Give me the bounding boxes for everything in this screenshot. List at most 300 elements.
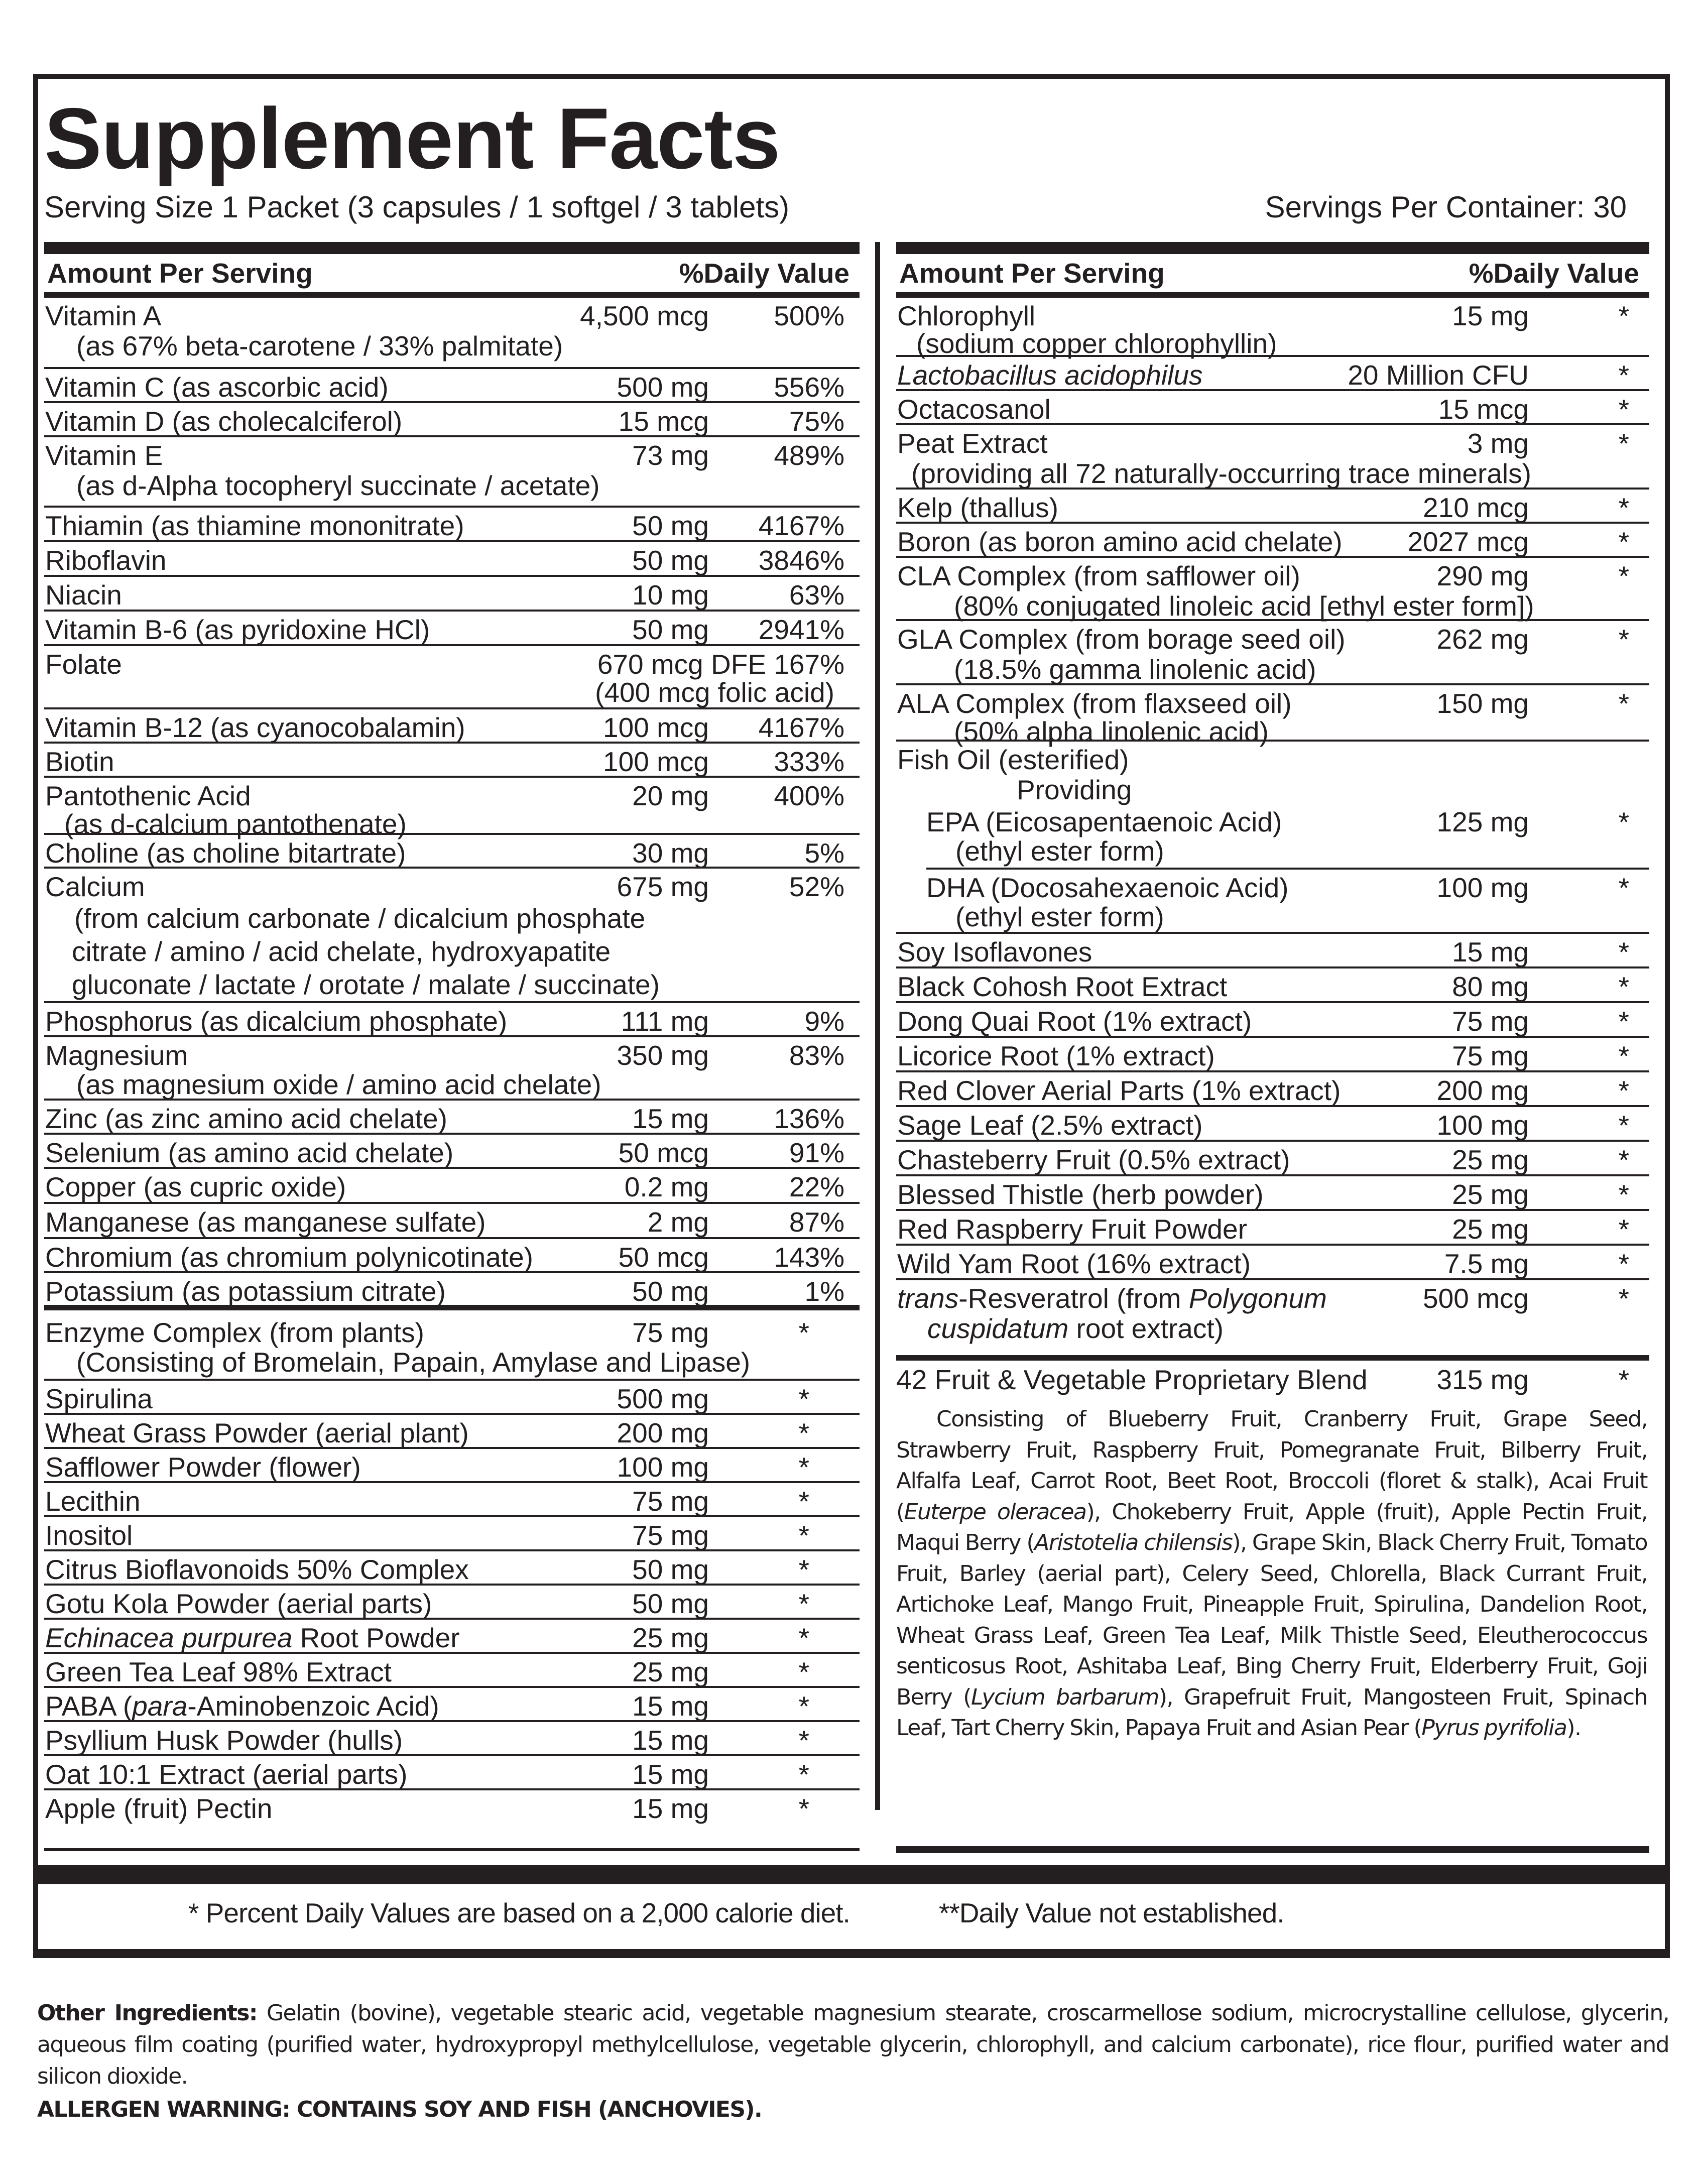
ingredient-row <box>896 391 1649 425</box>
nutrient-name: Vitamin D (as cholecalciferol) <box>45 406 403 437</box>
nutrient-source: (as magnesium oxide / amino acid chelate) <box>76 1069 601 1100</box>
ingredient-source: (ethyl ester form) <box>955 835 1164 867</box>
nutrient-row <box>44 1273 860 1310</box>
blend-ingredients <box>896 1404 1649 1744</box>
ingredient-row <box>44 1517 860 1551</box>
ingredient-source: (ethyl ester form) <box>955 901 1164 932</box>
ingredient-name: Black Cohosh Root Extract <box>897 971 1228 1002</box>
ingredient-amount: 80 mg <box>1452 971 1529 1002</box>
nutrient-amount: 350 mg <box>617 1040 709 1071</box>
ingredient-name: GLA Complex (from borage seed oil) <box>897 624 1346 655</box>
ingredient-source: (50% alpha linolenic acid) <box>954 716 1269 747</box>
nutrient-row <box>44 1169 860 1204</box>
ingredient-dv: * <box>1618 806 1629 837</box>
blend-text: ). <box>1566 1715 1581 1741</box>
nutrient-dv: 489% <box>774 440 844 471</box>
ingredient-dv: * <box>798 1622 809 1653</box>
ingredient-amount: 25 mg <box>1452 1214 1529 1245</box>
ingredient-amount: 15 mg <box>1452 936 1529 967</box>
nutrient-row <box>44 612 860 646</box>
blend-title: 42 Fruit & Vegetable Proprietary Blend <box>896 1364 1368 1395</box>
ingredient-name: Boron (as boron amino acid chelate) <box>897 526 1343 557</box>
blend-text: ), Grapefruit Fruit, Mangosteen Fruit, Spinach Leaf, Tart Cherry Skin, Papaya Fruit and Asian Pear ( <box>896 1684 1647 1741</box>
ingredient-dv: * <box>798 1554 809 1585</box>
ingredient-dv: * <box>798 1383 809 1414</box>
nutrient-row <box>44 778 860 839</box>
ingredient-name: Inositol <box>45 1520 133 1551</box>
nutrient-dv: 52% <box>789 871 844 902</box>
nutrient-row <box>44 1003 860 1037</box>
blend-text: ), Chokeberry Fruit, Apple (fruit), Apple Pectin Fruit, Maqui Berry ( <box>896 1499 1648 1555</box>
ingredient-dv: * <box>1618 394 1629 425</box>
ingredient-amount: 50 mg <box>632 1554 709 1585</box>
servings-per-container: Servings Per Container: 30 <box>1265 190 1627 224</box>
ingredient-name: Wheat Grass Powder (aerial plant) <box>45 1417 469 1448</box>
header-bar <box>896 242 1649 254</box>
ingredient-amount: 500 mcg <box>1423 1283 1529 1314</box>
nutrient-dv: 400% <box>774 780 844 811</box>
nutrient-name: Manganese (as manganese sulfate) <box>45 1206 486 1238</box>
ingredient-name <box>44 1623 860 1653</box>
ingredient-dv: * <box>798 1451 809 1483</box>
ingredient-amount: 200 mg <box>1436 1075 1529 1106</box>
ingredient-dv: * <box>798 1656 809 1687</box>
ingredient-dv: * <box>1618 936 1629 967</box>
nutrient-dv: 556% <box>774 372 844 403</box>
ingredient-name: EPA (Eicosapentaenoic Acid) <box>926 806 1282 837</box>
ingredient-dv: * <box>798 1725 809 1756</box>
ingredient-amount: 7.5 mg <box>1444 1248 1529 1279</box>
ingredient-row <box>44 1756 860 1790</box>
nutrient-amount: 15 mcg <box>618 406 709 437</box>
fish-oil-row <box>896 742 1649 804</box>
ingredient-row <box>896 558 1649 621</box>
nutrient-name: Choline (as choline bitartrate) <box>45 837 406 869</box>
nutrient-amount: 10 mg <box>632 579 709 611</box>
ingredient-amount: 15 mcg <box>1438 394 1529 425</box>
nutrient-dv: 83% <box>789 1040 844 1071</box>
ingredient-source-italic: cuspidatum <box>927 1313 1069 1344</box>
nutrient-amount: 670 mcg DFE 167% <box>597 649 844 680</box>
ingredient-row <box>896 685 1649 747</box>
nutrient-name: Vitamin B-6 (as pyridoxine HCl) <box>45 614 430 645</box>
ingredient-row <box>44 1551 860 1586</box>
column-header <box>44 254 860 292</box>
ingredient-name: Spirulina <box>45 1383 153 1414</box>
nutrient-dv: 500% <box>774 300 844 331</box>
nutrient-amount: 2 mg <box>647 1206 709 1238</box>
nutrient-source: (from calcium carbonate / dicalcium phosphate <box>74 903 646 934</box>
ingredient-amount: 75 mg <box>632 1520 709 1551</box>
nutrient-amount: 100 mcg <box>603 746 709 777</box>
ingredient-amount: 100 mg <box>1436 1110 1529 1141</box>
other-ingredients-label: Other Ingredients: <box>37 2000 257 2026</box>
nutrient-name: Niacin <box>45 579 122 611</box>
ingredient-amount: 15 mg <box>632 1690 709 1722</box>
nutrient-amount: 50 mg <box>632 510 709 541</box>
ingredient-source-rest: root extract) <box>1068 1313 1224 1344</box>
header-underline <box>44 292 860 298</box>
ingredient-row <box>896 1280 1649 1361</box>
column-divider <box>875 242 880 1810</box>
nutrient-dv: 5% <box>804 837 844 869</box>
header-bar <box>44 242 860 254</box>
ingredient-row <box>44 1722 860 1756</box>
ingredient-name: Lactobacillus acidophilus <box>897 359 1203 391</box>
ingredient-dv: * <box>1618 492 1629 523</box>
ingredient-row <box>926 804 1649 870</box>
ingredient-amount: 200 mg <box>617 1417 709 1448</box>
ingredient-name: Green Tea Leaf 98% Extract <box>45 1656 392 1687</box>
ingredient-name: Octacosanol <box>897 394 1051 425</box>
ingredient-amount: 125 mg <box>1436 806 1529 837</box>
ingredient-source: (providing all 72 naturally-occurring trace minerals) <box>911 458 1531 489</box>
ingredient-amount: 15 mg <box>632 1793 709 1824</box>
ingredient-row <box>896 524 1649 558</box>
nutrient-amount: 0.2 mg <box>624 1171 709 1202</box>
ingredient-row <box>896 1246 1649 1280</box>
ingredient-row <box>896 425 1649 490</box>
other-ingredients-text: Gelatin (bovine), vegetable stearic acid, vegetable magnesium stearate, croscarmellose sodium, microcrystalline cellulose, glycerin, aqueous film coating (purified water, hydroxypropyl methylcellulose, vegetable glycerin, chlorophyll, and calcium carbonate), rice flour, purified water and silicon dioxide. <box>37 2000 1669 2089</box>
nutrient-row <box>44 437 860 508</box>
header-amount-per-serving: Amount Per Serving <box>47 258 313 289</box>
ingredient-row <box>896 1107 1649 1142</box>
nutrient-amount: 50 mg <box>632 1276 709 1307</box>
ingredient-name <box>896 1283 1649 1313</box>
ingredient-amount: 150 mg <box>1436 688 1529 719</box>
ingredient-row <box>896 1211 1649 1246</box>
ingredient-dv: * <box>1618 300 1629 331</box>
ingredient-dv: * <box>798 1417 809 1448</box>
ingredient-row <box>896 490 1649 524</box>
ingredient-name-italic: trans <box>897 1283 959 1314</box>
ingredient-dv: * <box>1618 526 1629 557</box>
ingredient-name-italic: Echinacea purpurea <box>45 1622 293 1653</box>
nutrient-name: Riboflavin <box>45 545 167 576</box>
ingredient-row <box>896 1142 1649 1176</box>
nutrient-dv: 22% <box>789 1171 844 1202</box>
other-ingredients <box>37 1997 1669 2092</box>
ingredient-dv: * <box>798 1520 809 1551</box>
nutrient-name: Thiamin (as thiamine mononitrate) <box>45 510 464 541</box>
nutrient-dv: 75% <box>789 406 844 437</box>
nutrient-row <box>44 869 860 1003</box>
ingredient-dv: * <box>1618 428 1629 459</box>
ingredient-name: Sage Leaf (2.5% extract) <box>897 1110 1203 1141</box>
ingredient-row <box>896 1072 1649 1107</box>
nutrient-row <box>44 577 860 612</box>
nutrient-amount-detail: (400 mcg folic acid) <box>595 677 834 708</box>
ingredient-dv: * <box>1618 1179 1629 1210</box>
ingredient-amount: 25 mg <box>632 1622 709 1653</box>
ingredient-source: (Consisting of Bromelain, Papain, Amylase and Lipase) <box>76 1347 751 1378</box>
bottom-thick-bar <box>38 1865 1665 1884</box>
ingredient-row <box>44 1483 860 1517</box>
ingredient-dv: * <box>798 1759 809 1790</box>
ingredient-source: (18.5% gamma linolenic acid) <box>954 654 1316 685</box>
ingredient-name: Apple (fruit) Pectin <box>45 1793 273 1824</box>
ingredient-row <box>44 1586 860 1620</box>
ingredient-row <box>896 298 1649 357</box>
ingredient-dv: * <box>1618 1040 1629 1071</box>
ingredient-name: Citrus Bioflavonoids 50% Complex <box>45 1554 469 1585</box>
nutrient-row <box>44 709 860 744</box>
ingredient-name-rest: -Resveratrol (from <box>958 1283 1189 1314</box>
nutrient-amount: 111 mg <box>621 1006 709 1037</box>
blend-text: ), Grape Skin, Black Cherry Fruit, Tomato Fruit, Barley (aerial part), Celery Seed, Chlorella, Black Currant Fruit, Artichoke Leaf, Mango Fruit, Pineapple Fruit, Spirulina, Dandelion Root, Wheat Grass Leaf, Green Tea Leaf, Milk Thistle Seed, Eleutherococcus senticosus Root, Ashitaba Leaf, Bing Cherry Fruit, Elderberry Fruit, Goji Berry ( <box>896 1530 1648 1710</box>
ingredient-dv: * <box>1618 688 1629 719</box>
nutrient-row <box>44 744 860 778</box>
ingredient-name-rest: Root Powder <box>292 1622 460 1653</box>
providing-label: Providing <box>1017 774 1132 805</box>
ingredient-amount: 15 mg <box>632 1725 709 1756</box>
nutrient-dv: 4167% <box>758 510 844 541</box>
ingredient-source: (80% conjugated linoleic acid [ethyl ester form]) <box>954 590 1534 622</box>
ingredient-name: ALA Complex (from flaxseed oil) <box>897 688 1292 719</box>
nutrient-row <box>44 1037 860 1101</box>
ingredient-row <box>896 870 1649 934</box>
nutrient-name: Chromium (as chromium polynicotinate) <box>45 1242 533 1273</box>
ingredient-name: Lecithin <box>45 1486 141 1517</box>
ingredient-amount: 25 mg <box>1452 1144 1529 1175</box>
nutrient-name: Magnesium <box>45 1040 188 1071</box>
nutrient-name: Vitamin E <box>45 440 163 471</box>
ingredient-dv: * <box>1618 1006 1629 1037</box>
ingredient-name: Red Clover Aerial Parts (1% extract) <box>897 1075 1341 1106</box>
ingredient-dv: * <box>1618 560 1629 591</box>
ingredient-name <box>44 1691 860 1721</box>
ingredient-dv: * <box>1618 1075 1629 1106</box>
ingredient-amount: 262 mg <box>1436 624 1529 655</box>
nutrient-amount: 50 mg <box>632 545 709 576</box>
left-column-end-line <box>44 1848 860 1851</box>
blend-text: Consisting of Blueberry Fruit, Cranberry Fruit, Grape Seed, Strawberry Fruit, Raspberry Fruit, Pomegranate Fruit, Bilberry Fruit, Alfalfa Leaf, Carrot Root, Beet Root, Broccoli (floret & stalk), Acai Fruit ( <box>896 1406 1647 1525</box>
ingredient-name: Peat Extract <box>897 428 1048 459</box>
ingredient-name: Safflower Powder (flower) <box>45 1451 361 1483</box>
nutrient-dv: 143% <box>774 1242 844 1273</box>
nutrient-dv: 3846% <box>758 545 844 576</box>
blend-text-italic: Lycium barbarum <box>970 1684 1159 1710</box>
nutrient-row <box>44 298 860 369</box>
ingredient-amount: 3 mg <box>1467 428 1529 459</box>
ingredient-amount: 15 mg <box>632 1759 709 1790</box>
ingredient-amount: 20 Million CFU <box>1348 359 1529 391</box>
footnote-dv-not-established: **Daily Value not established. <box>939 1897 1284 1928</box>
left-column <box>44 242 860 1825</box>
ingredient-name: Licorice Root (1% extract) <box>897 1040 1215 1071</box>
ingredient-name: Red Raspberry Fruit Powder <box>897 1214 1247 1245</box>
ingredient-row <box>44 1790 860 1825</box>
ingredient-dv: * <box>1618 1248 1629 1279</box>
nutrient-row <box>44 1204 860 1239</box>
serving-size: Serving Size 1 Packet (3 capsules / 1 softgel / 3 tablets) <box>44 190 790 224</box>
ingredient-name: Fish Oil (esterified) <box>897 744 1129 775</box>
blend-amount: 315 mg <box>1436 1364 1529 1395</box>
ingredient-name: Dong Quai Root (1% extract) <box>897 1006 1252 1037</box>
nutrient-name: Calcium <box>45 871 145 902</box>
header-daily-value: %Daily Value <box>679 258 849 289</box>
nutrient-dv: 63% <box>789 579 844 611</box>
nutrient-amount: 100 mcg <box>603 712 709 743</box>
ingredient-dv: * <box>798 1317 809 1348</box>
ingredient-row <box>44 1415 860 1449</box>
nutrient-row <box>44 835 860 869</box>
ingredient-dv: * <box>798 1793 809 1824</box>
nutrient-amount: 50 mcg <box>618 1137 709 1168</box>
ingredient-amount: 25 mg <box>632 1656 709 1687</box>
ingredient-dv: * <box>1618 971 1629 1002</box>
ingredient-row <box>44 1381 860 1415</box>
header-daily-value: %Daily Value <box>1469 258 1639 289</box>
ingredient-amount: 75 mg <box>632 1317 709 1348</box>
ingredient-amount: 15 mg <box>1452 300 1529 331</box>
ingredient-amount: 2027 mcg <box>1407 526 1529 557</box>
proprietary-blend-row <box>896 1361 1649 1395</box>
nutrient-amount: 50 mcg <box>618 1242 709 1273</box>
nutrient-amount: 675 mg <box>617 871 709 902</box>
header-amount-per-serving: Amount Per Serving <box>899 258 1165 289</box>
nutrient-amount: 50 mg <box>632 614 709 645</box>
ingredient-dv: * <box>798 1588 809 1619</box>
ingredient-row <box>896 934 1649 968</box>
ingredient-name: Psyllium Husk Powder (hulls) <box>45 1725 403 1756</box>
ingredient-name: CLA Complex (from safflower oil) <box>897 560 1300 591</box>
ingredient-name: Kelp (thallus) <box>897 492 1058 523</box>
ingredient-amount: 100 mg <box>617 1451 709 1483</box>
nutrient-amount: 73 mg <box>632 440 709 471</box>
nutrient-name: Potassium (as potassium citrate) <box>45 1276 446 1307</box>
nutrient-name: Biotin <box>45 746 114 777</box>
ingredient-name: Enzyme Complex (from plants) <box>45 1317 424 1348</box>
label-title: Supplement Facts <box>44 90 780 187</box>
ingredient-row <box>896 1003 1649 1038</box>
ingredient-dv: * <box>1618 359 1629 391</box>
nutrient-row <box>44 646 860 709</box>
nutrient-source: (as d-Alpha tocopheryl succinate / acetate) <box>76 470 600 501</box>
ingredient-row <box>896 357 1649 391</box>
ingredient-dv: * <box>1618 1283 1629 1314</box>
ingredient-amount: 25 mg <box>1452 1179 1529 1210</box>
nutrient-amount: 30 mg <box>632 837 709 869</box>
nutrient-row <box>44 1101 860 1135</box>
nutrient-dv: 333% <box>774 746 844 777</box>
nutrient-name: Copper (as cupric oxide) <box>45 1171 346 1202</box>
ingredient-row <box>44 1654 860 1688</box>
ingredient-amount: 210 mcg <box>1423 492 1529 523</box>
nutrient-name: Vitamin A <box>45 300 162 331</box>
ingredient-name-italic-2: Polygonum <box>1188 1283 1327 1314</box>
ingredient-amount: 100 mg <box>1436 872 1529 903</box>
ingredient-amount: 50 mg <box>632 1588 709 1619</box>
right-column <box>896 242 1649 1744</box>
column-header <box>896 254 1649 292</box>
header-underline <box>896 292 1649 298</box>
ingredient-name-pre: PABA ( <box>45 1690 133 1722</box>
blend-text-italic: Pyrus pyrifolia <box>1421 1715 1567 1741</box>
nutrient-dv: 87% <box>789 1206 844 1238</box>
nutrient-name: Vitamin C (as ascorbic acid) <box>45 372 389 403</box>
ingredient-row <box>896 1038 1649 1072</box>
ingredient-name: Blessed Thistle (herb powder) <box>897 1179 1264 1210</box>
nutrient-amount: 4,500 mcg <box>580 300 709 331</box>
ingredient-dv: * <box>1618 624 1629 655</box>
blend-text-italic: Aristotelia chilensis <box>1034 1530 1233 1555</box>
footnote-percent-dv: * Percent Daily Values are based on a 2,000 calorie diet. <box>188 1897 850 1928</box>
ingredient-dv: * <box>1618 1214 1629 1245</box>
ingredient-row <box>44 1620 860 1654</box>
ingredient-amount: 75 mg <box>632 1486 709 1517</box>
ingredient-name-italic: para <box>132 1690 188 1722</box>
blend-text-italic: Euterpe oleracea <box>904 1499 1086 1525</box>
blend-dv: * <box>1618 1364 1629 1395</box>
ingredient-name: Gotu Kola Powder (aerial parts) <box>45 1588 432 1619</box>
ingredient-dv: * <box>1618 1144 1629 1175</box>
nutrient-name: Vitamin B-12 (as cyanocobalamin) <box>45 712 465 743</box>
nutrient-name: Selenium (as amino acid chelate) <box>45 1137 454 1168</box>
nutrient-row <box>44 1239 860 1273</box>
ingredient-name: Soy Isoflavones <box>897 936 1092 967</box>
ingredient-name: Oat 10:1 Extract (aerial parts) <box>45 1759 408 1790</box>
ingredient-amount: 290 mg <box>1436 560 1529 591</box>
nutrient-amount: 500 mg <box>617 372 709 403</box>
ingredient-name: Chlorophyll <box>897 300 1036 331</box>
nutrient-amount: 15 mg <box>632 1103 709 1134</box>
ingredient-name-rest: -Aminobenzoic Acid) <box>187 1690 439 1722</box>
ingredient-row <box>896 968 1649 1003</box>
nutrient-row <box>44 369 860 403</box>
nutrient-dv: 136% <box>774 1103 844 1134</box>
ingredient-name: Chasteberry Fruit (0.5% extract) <box>897 1144 1290 1175</box>
nutrient-source: (as 67% beta-carotene / 33% palmitate) <box>76 330 563 361</box>
ingredient-source <box>896 1313 1649 1344</box>
ingredient-amount: 500 mg <box>617 1383 709 1414</box>
ingredient-row <box>896 621 1649 685</box>
right-column-end-bar <box>896 1846 1649 1853</box>
nutrient-dv: 1% <box>804 1276 844 1307</box>
nutrient-dv: 91% <box>789 1137 844 1168</box>
ingredient-row <box>44 1310 860 1381</box>
nutrient-dv: 2941% <box>758 614 844 645</box>
ingredient-amount: 75 mg <box>1452 1040 1529 1071</box>
nutrient-name: Zinc (as zinc amino acid chelate) <box>45 1103 447 1134</box>
nutrient-row <box>44 403 860 437</box>
nutrient-name: Phosphorus (as dicalcium phosphate) <box>45 1006 508 1037</box>
ingredient-amount: 75 mg <box>1452 1006 1529 1037</box>
nutrient-source-line-2: citrate / amino / acid chelate, hydroxyapatite <box>72 936 611 967</box>
nutrient-name: Folate <box>45 649 122 680</box>
ingredient-row <box>44 1449 860 1483</box>
ingredient-dv: * <box>1618 1110 1629 1141</box>
allergen-warning: ALLERGEN WARNING: CONTAINS SOY AND FISH (ANCHOVIES). <box>37 2097 762 2122</box>
ingredient-dv: * <box>798 1486 809 1517</box>
nutrient-source: (as d-calcium pantothenate) <box>64 808 407 839</box>
ingredient-name: DHA (Docosahexaenoic Acid) <box>926 872 1289 903</box>
nutrient-dv: 4167% <box>758 712 844 743</box>
nutrient-row <box>44 1135 860 1169</box>
ingredient-name: Wild Yam Root (16% extract) <box>897 1248 1251 1279</box>
ingredient-dv: * <box>1618 872 1629 903</box>
nutrient-name: Pantothenic Acid <box>45 780 251 811</box>
ingredient-source: (sodium copper chlorophyllin) <box>916 328 1277 359</box>
nutrient-row <box>44 542 860 577</box>
nutrient-amount: 20 mg <box>632 780 709 811</box>
nutrient-dv: 9% <box>804 1006 844 1037</box>
ingredient-row <box>896 1176 1649 1211</box>
nutrient-source-line-3: gluconate / lactate / orotate / malate / succinate) <box>72 969 660 1000</box>
ingredient-row <box>44 1688 860 1722</box>
nutrient-row <box>44 508 860 542</box>
ingredient-dv: * <box>798 1690 809 1722</box>
